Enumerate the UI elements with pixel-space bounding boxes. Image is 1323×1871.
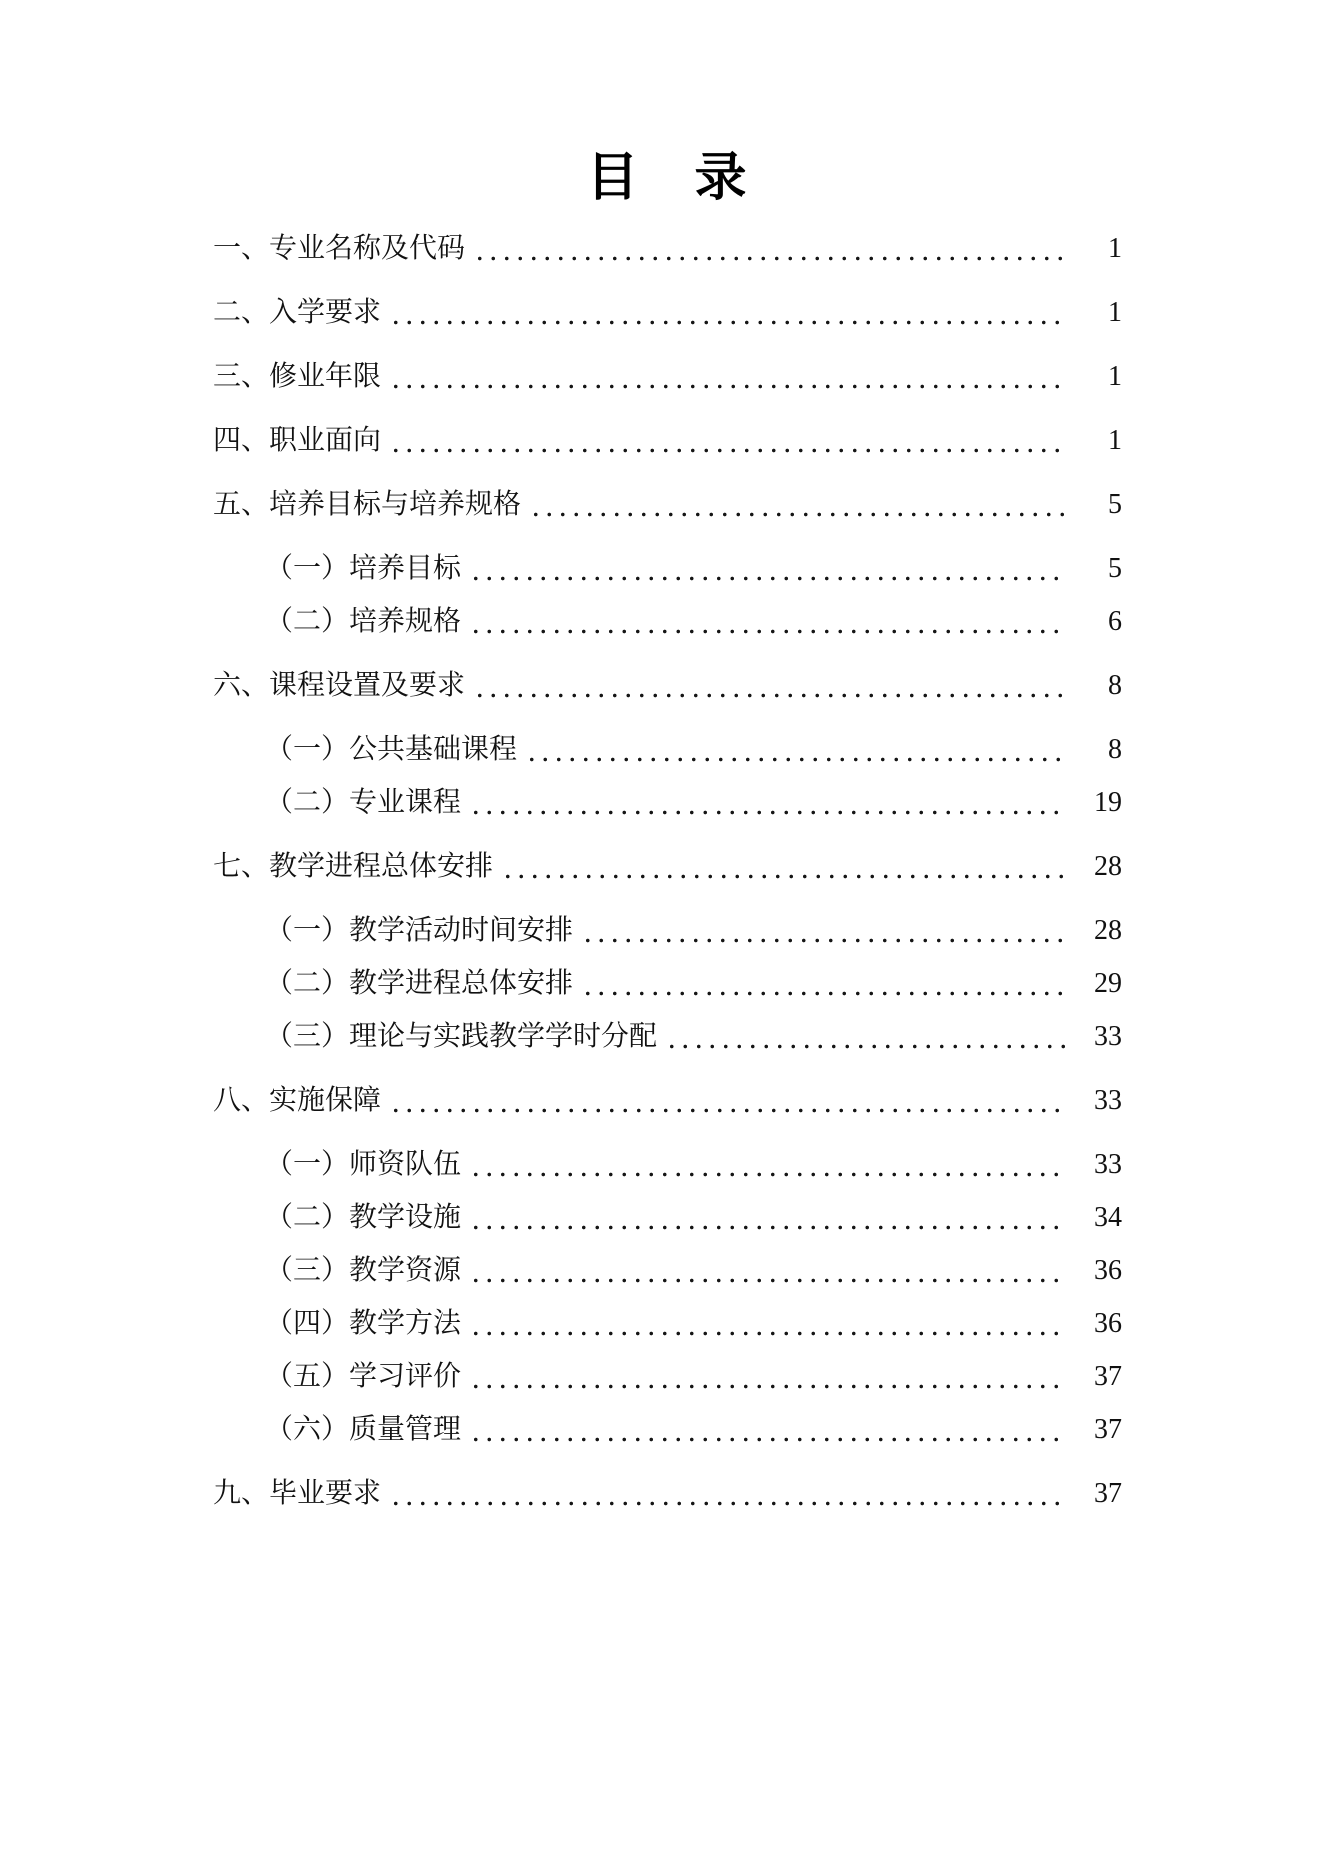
toc-entry-label: 八、实施保障 — [213, 1085, 382, 1116]
toc-leader-dots — [525, 723, 1066, 776]
toc-leader-dots — [665, 1010, 1066, 1063]
toc-leader-dots — [389, 1467, 1066, 1520]
table-of-contents — [213, 222, 1122, 1520]
toc-entry[interactable] — [213, 414, 1122, 467]
toc-entry-page: 5 — [1108, 489, 1122, 520]
toc-entry-page: 8 — [1108, 670, 1122, 701]
toc-entry-page: 37 — [1094, 1361, 1122, 1392]
toc-entry-page: 36 — [1094, 1308, 1122, 1339]
toc-leader-dots — [469, 1191, 1066, 1244]
toc-entry-label: 四、职业面向 — [213, 425, 382, 456]
toc-entry[interactable] — [213, 1467, 1122, 1520]
toc-entry-label: （一）教学活动时间安排 — [265, 915, 574, 946]
toc-leader-dots — [529, 478, 1066, 531]
toc-entry-label: 五、培养目标与培养规格 — [213, 489, 522, 520]
toc-entry-page: 1 — [1108, 425, 1122, 456]
toc-entry-label: 二、入学要求 — [213, 297, 382, 328]
toc-entry[interactable] — [213, 659, 1122, 712]
toc-leader-dots — [501, 840, 1066, 893]
toc-entry-label: （二）教学进程总体安排 — [265, 968, 574, 999]
toc-entry-label: （二）专业课程 — [265, 787, 462, 818]
toc-entry-page: 36 — [1094, 1255, 1122, 1286]
toc-entry-page: 5 — [1108, 553, 1122, 584]
toc-leader-dots — [469, 776, 1066, 829]
toc-entry[interactable] — [213, 1244, 1122, 1297]
toc-entry-page: 37 — [1094, 1414, 1122, 1445]
toc-entry-label: 三、修业年限 — [213, 361, 382, 392]
toc-leader-dots — [469, 1403, 1066, 1456]
toc-entry[interactable] — [213, 350, 1122, 403]
toc-entry[interactable] — [213, 478, 1122, 531]
toc-entry[interactable] — [213, 542, 1122, 595]
toc-entry-label: （一）师资队伍 — [265, 1149, 462, 1180]
toc-leader-dots — [469, 1350, 1066, 1403]
toc-entry-page: 19 — [1094, 787, 1122, 818]
toc-entry-page: 33 — [1094, 1149, 1122, 1180]
toc-leader-dots — [473, 222, 1066, 275]
toc-entry-page: 28 — [1094, 851, 1122, 882]
toc-leader-dots — [389, 414, 1066, 467]
toc-entry[interactable] — [213, 595, 1122, 648]
toc-entry-page: 33 — [1094, 1085, 1122, 1116]
toc-entry-page: 1 — [1108, 233, 1122, 264]
toc-entry[interactable] — [213, 1297, 1122, 1350]
toc-leader-dots — [469, 1297, 1066, 1350]
toc-entry-page: 1 — [1108, 361, 1122, 392]
toc-entry[interactable] — [213, 1010, 1122, 1063]
toc-entry-page: 28 — [1094, 915, 1122, 946]
toc-leader-dots — [581, 904, 1066, 957]
toc-leader-dots — [469, 542, 1066, 595]
toc-entry-page: 1 — [1108, 297, 1122, 328]
toc-entry-label: （五）学习评价 — [265, 1361, 462, 1392]
toc-leader-dots — [581, 957, 1066, 1010]
toc-entry-page: 8 — [1108, 734, 1122, 765]
page-title: 目 录 — [586, 148, 749, 208]
toc-entry[interactable] — [213, 776, 1122, 829]
toc-entry[interactable] — [213, 1350, 1122, 1403]
toc-entry-label: （一）公共基础课程 — [265, 734, 518, 765]
toc-entry-label: （二）培养规格 — [265, 606, 462, 637]
toc-entry-label: （三）教学资源 — [265, 1255, 462, 1286]
toc-entry-label: （一）培养目标 — [265, 553, 462, 584]
toc-entry[interactable] — [213, 1138, 1122, 1191]
toc-entry[interactable] — [213, 286, 1122, 339]
toc-entry[interactable] — [213, 957, 1122, 1010]
toc-entry[interactable] — [213, 222, 1122, 275]
toc-entry[interactable] — [213, 1074, 1122, 1127]
toc-entry[interactable] — [213, 723, 1122, 776]
toc-leader-dots — [469, 1244, 1066, 1297]
toc-entry[interactable] — [213, 904, 1122, 957]
toc-entry-label: 一、专业名称及代码 — [213, 233, 466, 264]
toc-entry-page: 33 — [1094, 1021, 1122, 1052]
toc-entry-page: 37 — [1094, 1478, 1122, 1509]
toc-leader-dots — [473, 659, 1066, 712]
toc-entry[interactable] — [213, 1403, 1122, 1456]
toc-entry-label: （三）理论与实践教学学时分配 — [265, 1021, 658, 1052]
toc-entry-label: （六）质量管理 — [265, 1414, 462, 1445]
toc-leader-dots — [389, 350, 1066, 403]
toc-leader-dots — [469, 1138, 1066, 1191]
toc-entry-label: （四）教学方法 — [265, 1308, 462, 1339]
toc-leader-dots — [389, 1074, 1066, 1127]
toc-entry-label: 六、课程设置及要求 — [213, 670, 466, 701]
toc-entry-page: 34 — [1094, 1202, 1122, 1233]
toc-entry-page: 6 — [1108, 606, 1122, 637]
toc-entry-label: 九、毕业要求 — [213, 1478, 382, 1509]
toc-entry[interactable] — [213, 1191, 1122, 1244]
toc-leader-dots — [389, 286, 1066, 339]
toc-entry-label: 七、教学进程总体安排 — [213, 851, 494, 882]
toc-entry[interactable] — [213, 840, 1122, 893]
toc-leader-dots — [469, 595, 1066, 648]
toc-entry-label: （二）教学设施 — [265, 1202, 462, 1233]
toc-entry-page: 29 — [1094, 968, 1122, 999]
